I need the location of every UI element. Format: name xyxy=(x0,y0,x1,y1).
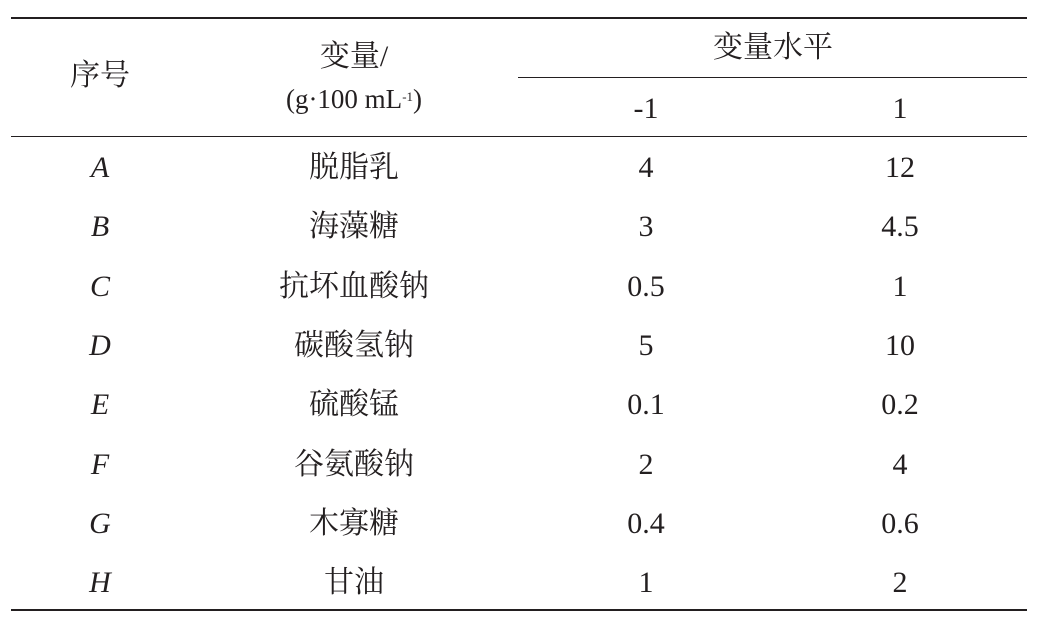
row-level-low: 1 xyxy=(638,566,654,599)
row-level-low: 4 xyxy=(638,151,654,184)
row-level-high: 10 xyxy=(885,329,915,362)
header-level-low: -1 xyxy=(633,92,659,125)
row-variable-name: 脱脂乳 xyxy=(309,151,399,184)
row-id: C xyxy=(89,270,110,303)
row-level-high: 2 xyxy=(892,566,908,599)
header-level: 变量水平 xyxy=(713,31,833,64)
row-id: G xyxy=(89,507,111,540)
row-level-high: 1 xyxy=(892,270,908,303)
variable-levels-table xyxy=(11,17,1027,613)
row-variable-name: 抗坏血酸钠 xyxy=(279,270,429,303)
row-variable-name: 谷氨酸钠 xyxy=(294,448,414,481)
row-level-high: 4 xyxy=(892,448,908,481)
table-top-rule xyxy=(11,17,1027,19)
row-level-low: 0.1 xyxy=(627,388,665,421)
level-header-rule xyxy=(518,77,1027,78)
header-level-high: 1 xyxy=(892,92,908,125)
row-level-low: 2 xyxy=(638,448,654,481)
row-level-high: 0.2 xyxy=(881,388,919,421)
unit-suffix: ) xyxy=(413,84,423,114)
row-level-high: 0.6 xyxy=(881,507,919,540)
row-variable-name: 木寡糖 xyxy=(309,507,399,540)
header-bottom-rule xyxy=(11,136,1027,137)
row-level-high: 12 xyxy=(885,151,915,184)
row-id: H xyxy=(89,566,111,599)
row-variable-name: 甘油 xyxy=(324,566,384,599)
row-id: B xyxy=(90,210,110,243)
row-variable-name: 碳酸氢钠 xyxy=(294,329,414,362)
row-level-low: 5 xyxy=(638,329,654,362)
row-id: F xyxy=(90,448,110,481)
row-variable-name: 硫酸锰 xyxy=(309,388,399,421)
header-seq: 序号 xyxy=(70,59,130,92)
header-variable-unit xyxy=(189,81,519,117)
unit-exponent: -1 xyxy=(402,89,414,104)
header-variable: 变量/ xyxy=(319,40,389,73)
row-id: A xyxy=(90,151,110,184)
table-bottom-rule xyxy=(11,609,1027,611)
row-variable-name: 海藻糖 xyxy=(309,210,399,243)
unit-prefix: (g·100 mL xyxy=(285,84,403,114)
row-level-low: 0.4 xyxy=(627,507,665,540)
row-id: E xyxy=(90,388,110,421)
row-level-high: 4.5 xyxy=(881,210,919,243)
row-level-low: 3 xyxy=(638,210,654,243)
row-level-low: 0.5 xyxy=(627,270,665,303)
row-id: D xyxy=(89,329,111,362)
